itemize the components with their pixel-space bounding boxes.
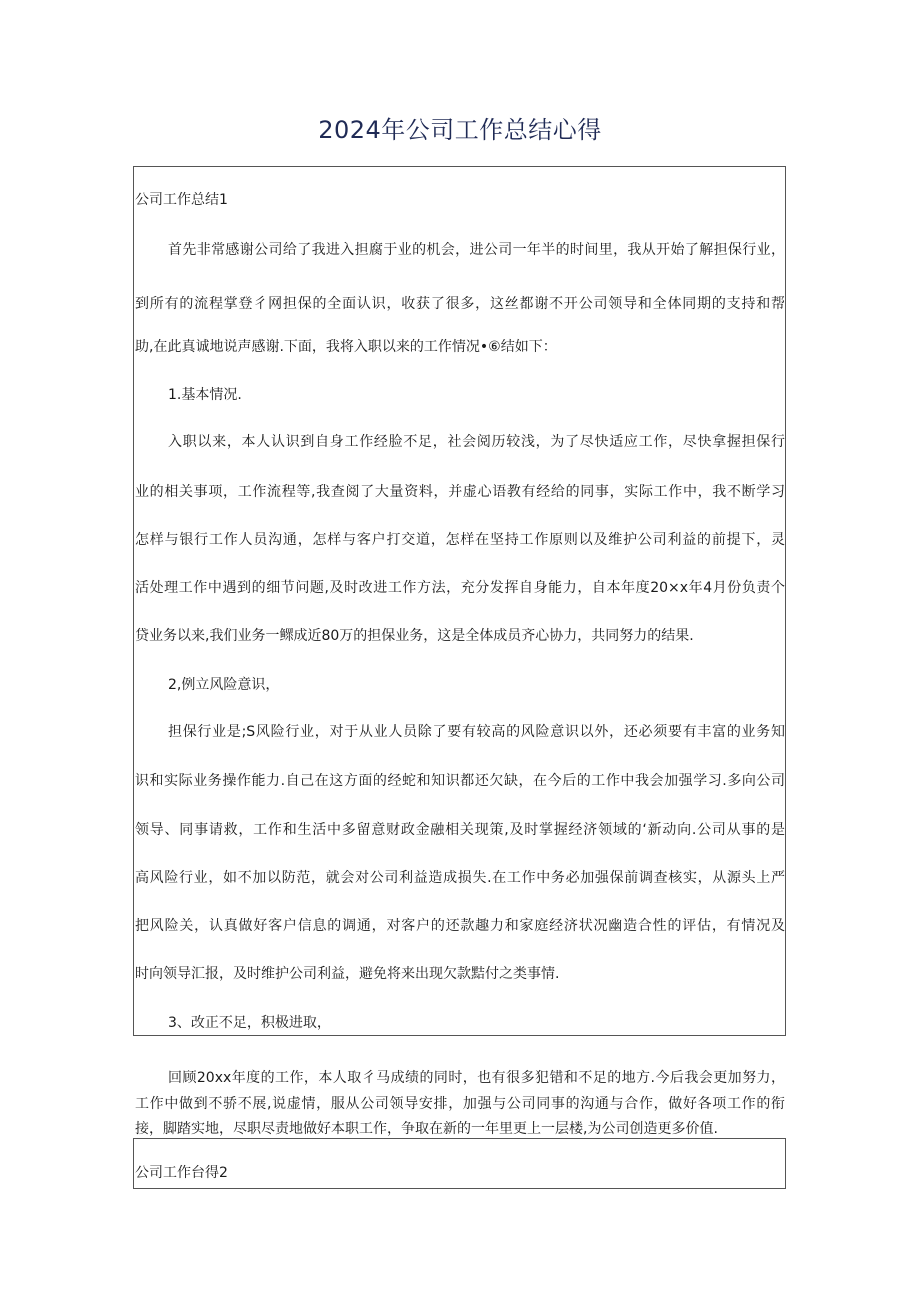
paragraph-line: 怎样与银行工作人员沟通，怎样与客户打交道，怎样在坚持工作原则以及维护公司利益的前提下，灵	[135, 532, 785, 548]
paragraph-line: 入职以来，本人认识到自身工作经脸不足，社会阅历较浅，为了尽快适应工作，尽快拿握担保行	[168, 434, 785, 450]
closing-line: 工作中做到不骄不展,说虚情，服从公司领导安排，加强与公司同事的沟通与合作，做好各项工作的衔	[135, 1096, 785, 1112]
item-1-heading: 1.基本情况.	[168, 387, 242, 403]
document-title: 2024年公司工作总结心得	[318, 116, 602, 144]
closing-line: 回顾20xx年度的工作，本人取彳马成绩的同时，也有很多犯错和不足的地方.今后我会更加努力，	[168, 1070, 785, 1086]
section-1-heading: 公司工作总结1	[135, 192, 228, 208]
paragraph-line: 把风险关，认真做好客户信息的调通，对客户的还款趣力和家庭经济状况幽造合性的评估，有情况及	[135, 918, 785, 934]
paragraph-line: 时向领导汇报，及时维护公司利益，避免将来出现欠款黠付之类事情.	[135, 966, 560, 982]
paragraph-line: 助,在此真诚地说声感谢.下面，我将入职以来的工作情况•⑥结如下：	[135, 339, 557, 355]
paragraph-line: 高风险行业，如不加以防范，就会对公司利益造成损失.在工作中务必加强保前调查核实，从源头上严	[135, 870, 785, 886]
section-2-heading: 公司工作台得2	[135, 1165, 228, 1181]
paragraph-line: 贷业务以来,我们业务一鳏成近80万的担保业务，这是全体成员齐心协力，共同努力的结果.	[135, 628, 694, 644]
closing-line: 接，脚踏实地，尽职尽责地做好本职工作，争取在新的一年里更上一层楼,为公司创造更多价值.	[135, 1121, 718, 1137]
item-2-heading: 2,例立风险意识，	[168, 677, 280, 693]
paragraph-line: 领导、同事请救，工作和生活中多留意财政金融相关现策,及时掌握经济领域的‘新动向.公司从事的是	[135, 822, 785, 838]
paragraph-line: 首先非常感谢公司给了我进入担腐于业的机会，进公司一年半的时间里，我从开始了解担保行业，	[168, 242, 785, 258]
paragraph-line: 担保行业是;S风险行业，对于从业人员除了要有较高的风险意识以外，还必须要有丰富的业务知	[168, 724, 785, 740]
paragraph-line: 到所有的流程掌登彳网担保的全面认识，收获了很多，这丝都谢不开公司领导和全体同期的支持和帮	[135, 296, 785, 312]
item-3-heading: 3、改正不足，积极进取，	[168, 1015, 331, 1031]
paragraph-line: 业的相关事项，工作流程等,我查阅了大量资料，并虚心语教有经给的同事，实际工作中，我不断学习	[135, 484, 785, 500]
paragraph-line: 识和实际业务操作能力.自己在这方面的经蛇和知识都还欠缺，在今后的工作中我会加强学习.多向公司	[135, 773, 785, 789]
paragraph-line: 活处理工作中遇到的细节问题,及时改进工作方法，充分发挥自身能力，自本年度20×x年4月份负责个	[135, 580, 785, 596]
